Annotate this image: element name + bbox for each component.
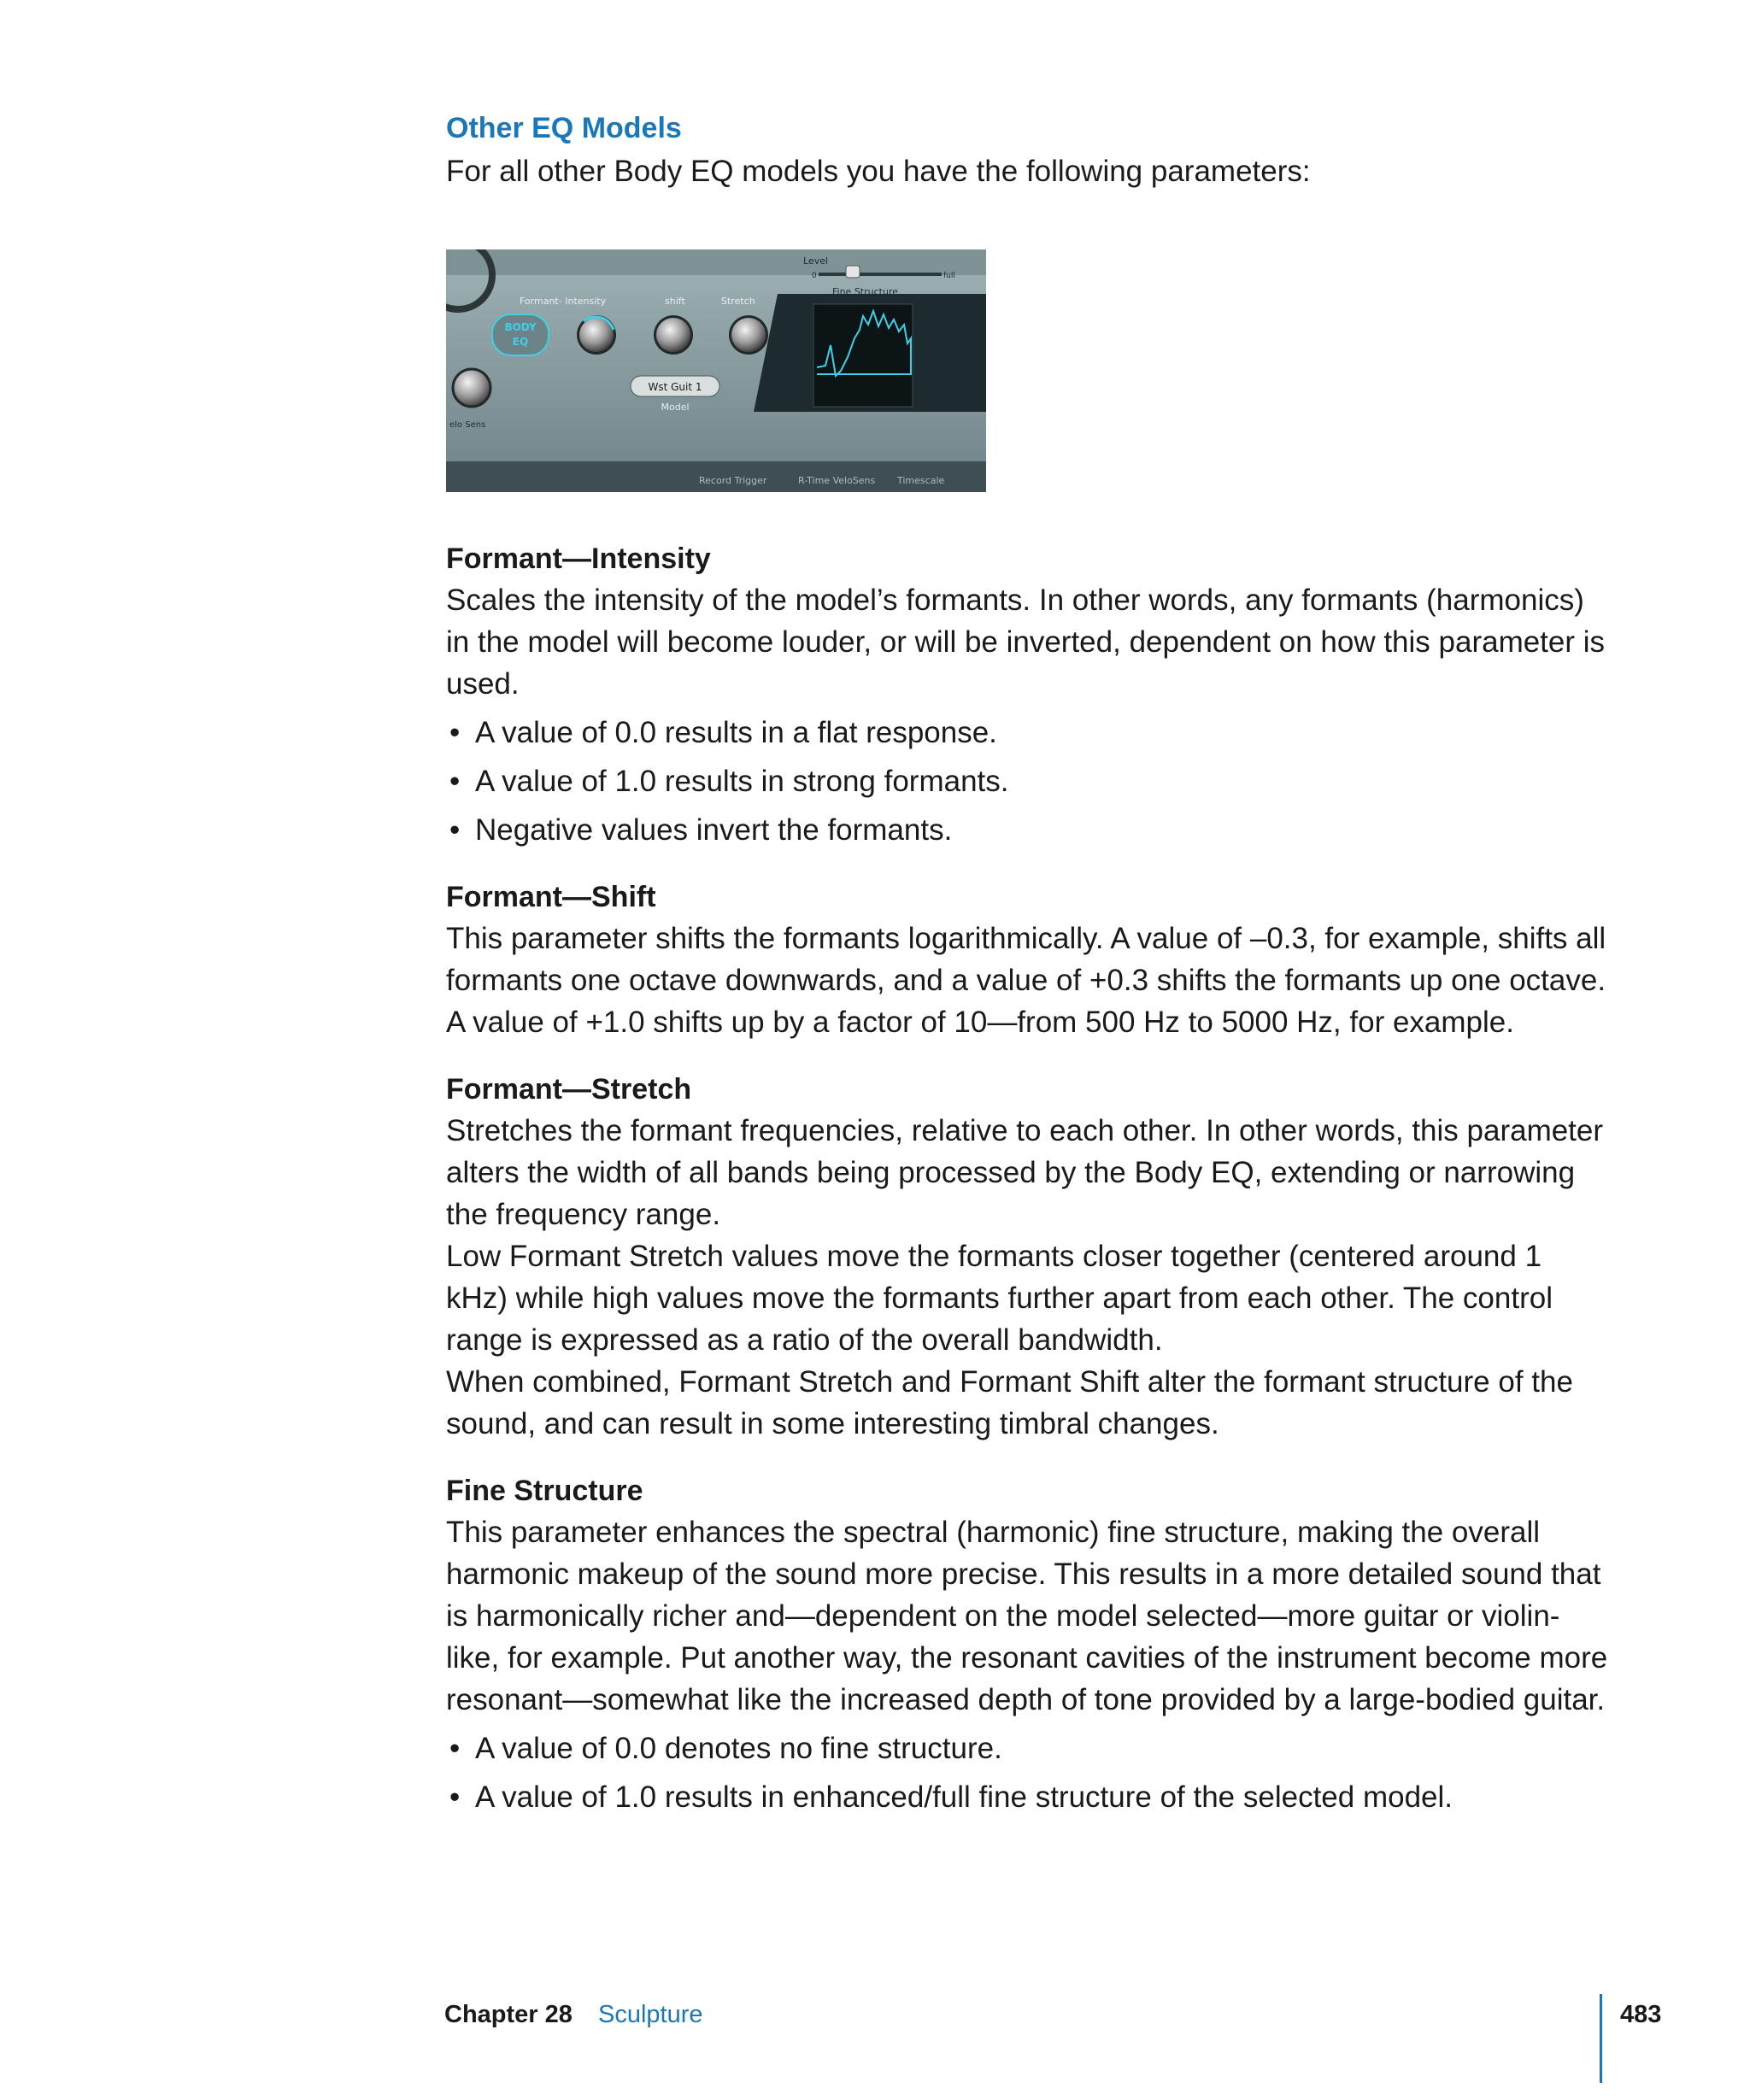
bullet-icon: • (449, 765, 461, 798)
list-item (446, 809, 1608, 851)
section-heading: Formant—Shift (446, 881, 656, 913)
bullet-icon: • (449, 813, 461, 847)
level-label: Level (803, 255, 829, 267)
model-value: Wst Guit 1 (648, 381, 702, 393)
body-eq-screenshot (446, 249, 986, 492)
bullet-icon: • (449, 1780, 461, 1814)
model-label: Model (661, 402, 690, 413)
level-max: full (943, 272, 955, 280)
footer-divider (1600, 1994, 1602, 2083)
section-formant-shift (446, 877, 1608, 1043)
footer-section-link[interactable]: Sculpture (598, 2001, 703, 2028)
velo-sens-label: elo Sens (449, 420, 486, 430)
section-fine-structure (446, 1470, 1608, 1818)
level-min: 0 (812, 272, 817, 280)
page-footer (0, 1994, 1750, 2062)
list-item-text: A value of 1.0 results in enhanced/full fine structure of the selected model. (475, 1780, 1453, 1814)
stretch-knob[interactable] (729, 315, 768, 355)
paragraph: This parameter shifts the formants logarithmically. A value of –0.3, for example, shifts all formants one octave downwards, and a value of +0.3 shifts the formants up one octave. A value of +1.0 shifts up by a factor of 10—from 500 Hz to 5000 Hz, for example. (446, 922, 1606, 1039)
list-item (446, 760, 1608, 802)
intro-text: For all other Body EQ models you have the following parameters: (446, 155, 1311, 188)
bullet-list (446, 1728, 1608, 1818)
formant-intensity-label: Formant- Intensity (520, 296, 607, 307)
intensity-knob[interactable] (577, 315, 616, 355)
paragraph: Stretches the formant frequencies, relative to each other. In other words, this parameter alters the width of all bands being processed by the Body EQ, extending or narrowing the frequency range. (446, 1114, 1604, 1231)
body-eq-panel (446, 249, 986, 492)
shift-label: shift (665, 296, 685, 307)
section-heading: Formant—Intensity (446, 543, 711, 575)
bullet-icon: • (449, 1732, 461, 1765)
list-item (446, 712, 1608, 754)
section-formant-intensity (446, 538, 1608, 851)
paragraph: Scales the intensity of the model’s formants. In other words, any formants (harmonics) in the model will become louder, or will be inverted, dependent on how this parameter is used. (446, 584, 1606, 701)
paragraph: This parameter enhances the spectral (harmonic) fine structure, making the overall harmonic makeup of the sound more precise. This results in a more detailed sound that is harmonically richer and—dependent on the model selected—more guitar or violin-like, for example. Put another way, the resonant cavities of the instrument become more resonant—somewhat like the increased depth of tone provided by a large-bodied guitar. (446, 1516, 1608, 1716)
timescale-label: Timescale (897, 475, 945, 486)
body-eq-label-2: EQ (512, 336, 529, 348)
shift-knob[interactable] (654, 315, 693, 355)
level-slider-handle[interactable] (846, 266, 860, 278)
record-trigger-label: Record Trigger (699, 475, 767, 486)
bullet-list (446, 712, 1608, 851)
page-number: 483 (1620, 2001, 1662, 2028)
rtime-velosens-label: R-Time VeloSens (798, 475, 876, 486)
section-title: Other EQ Models (446, 112, 682, 144)
velo-sens-knob[interactable] (453, 369, 490, 407)
page-content (446, 109, 1608, 1825)
list-item-text: A value of 0.0 results in a flat response. (475, 716, 997, 749)
list-item (446, 1728, 1608, 1769)
body-eq-label-1: BODY (504, 321, 537, 333)
stretch-label: Stretch (721, 296, 755, 307)
section-heading: Formant—Stretch (446, 1073, 692, 1106)
section-formant-stretch (446, 1069, 1608, 1445)
level-slider-track[interactable] (819, 273, 942, 276)
paragraph: Low Formant Stretch values move the formants closer together (centered around 1 kHz) while high values move the formants further apart from each other. The control range is expressed as a ratio of the overall bandwidth. (446, 1240, 1553, 1357)
bullet-icon: • (449, 716, 461, 749)
fine-structure-label: Fine Structure (832, 286, 898, 297)
list-item-text: A value of 0.0 denotes no fine structure. (475, 1732, 1002, 1765)
list-item (446, 1776, 1608, 1818)
list-item-text: Negative values invert the formants. (475, 813, 953, 847)
section-heading: Fine Structure (446, 1475, 643, 1507)
footer-chapter: Chapter 28 (444, 2001, 573, 2028)
list-item-text: A value of 1.0 results in strong formants. (475, 765, 1009, 798)
paragraph: When combined, Formant Stretch and Formant Shift alter the formant structure of the sound, and can result in some interesting timbral changes. (446, 1365, 1573, 1440)
